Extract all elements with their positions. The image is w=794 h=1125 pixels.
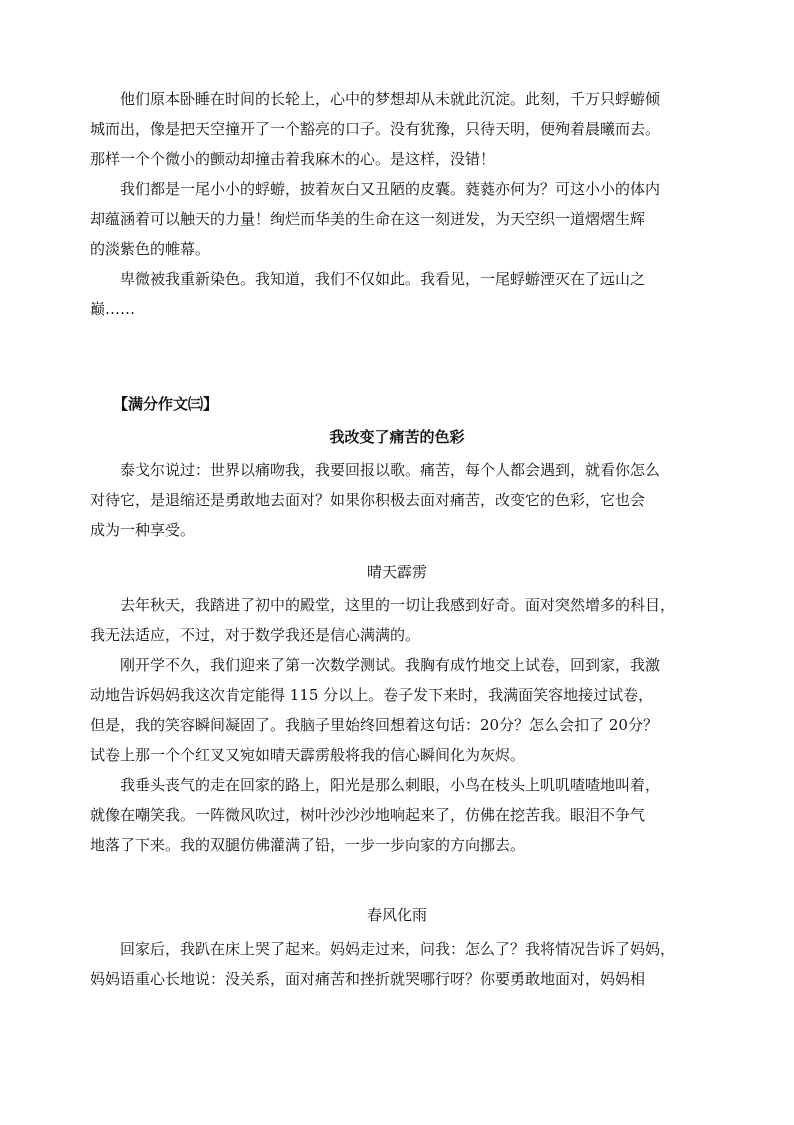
text-line: 试卷上那一个个红叉又宛如晴天霹雳般将我的信心瞬间化为灰烬。 bbox=[90, 746, 526, 764]
text-line: 动地告诉妈妈我这次肯定能得 115 分以上。卷子发下来时，我满面笑容地接过试卷， bbox=[90, 686, 654, 704]
paragraph bbox=[90, 84, 680, 174]
text-line: 他们原本卧睡在时间的长轮上，心中的梦想却从未就此沉淀。此刻，千万只蜉蝣倾 bbox=[120, 90, 661, 108]
paragraph bbox=[90, 174, 680, 264]
text-line: 我垂头丧气的走在回家的路上，阳光是那么刺眼，小鸟在枝头上叽叽喳喳地叫着， bbox=[120, 776, 661, 794]
paragraph bbox=[90, 650, 680, 770]
text-line: 回家后，我趴在床上哭了起来。妈妈走过来，问我：怎么了？我将情况告诉了妈妈， bbox=[120, 940, 676, 958]
text-line: 就像在嘲笑我。一阵微风吹过，树叶沙沙沙地响起来了，仿佛在挖苦我。眼泪不争气 bbox=[90, 806, 646, 824]
text-line: 城而出，像是把天空撞开了一个豁亮的口子。没有犹豫，只待天明，便殉着晨曦而去。 bbox=[90, 120, 661, 138]
paragraph bbox=[90, 264, 680, 324]
paragraph bbox=[90, 770, 680, 860]
text-line: 我无法适应，不过，对于数学我还是信心满满的。 bbox=[90, 626, 421, 644]
text-line: 那样一个个微小的颤动却撞击着我麻木的心。是这样，没错！ bbox=[90, 150, 496, 168]
text-line: 地落了下来。我的双腿仿佛灌满了铅，一步一步向家的方向挪去。 bbox=[90, 836, 526, 854]
text-line: 对待它，是退缩还是勇敢地去面对？如果你积极去面对痛苦，改变它的色彩，它也会 bbox=[90, 491, 646, 509]
text-line: 去年秋天，我踏进了初中的殿堂，这里的一切让我感到好奇。面对突然增多的科目， bbox=[120, 596, 676, 614]
paragraph bbox=[90, 590, 680, 650]
text-line: 卑微被我重新染色。我知道，我们不仅如此。我看见，一尾蜉蝣湮灭在了远山之 bbox=[120, 270, 646, 288]
paragraph bbox=[90, 934, 680, 994]
essay-title: 我改变了痛苦的色彩 bbox=[329, 428, 465, 446]
text-line: 泰戈尔说过：世界以痛吻我，我要回报以歌。痛苦，每个人都会遇到，就看你怎么 bbox=[120, 461, 661, 479]
subheading: 晴天霹雳 bbox=[366, 563, 427, 581]
text-line: 但是，我的笑容瞬间凝固了。我脑子里始终回想着这句话：20分？怎么会扣了 20分？ bbox=[90, 716, 658, 734]
text-line: 成为一种享受。 bbox=[90, 521, 196, 539]
section-label: 【满分作文㈢】 bbox=[113, 395, 219, 413]
text-line: 刚开学不久，我们迎来了第一次数学测试。我胸有成竹地交上试卷，回到家，我激 bbox=[120, 656, 661, 674]
intro-paragraph bbox=[90, 455, 680, 545]
text-line: 巅…… bbox=[90, 300, 136, 318]
text-line: 我们都是一尾小小的蜉蝣，披着灰白又丑陋的皮囊。蕤蕤亦何为？可这小小的体内 bbox=[120, 180, 661, 198]
subheading: 春风化雨 bbox=[366, 906, 427, 924]
text-line: 妈妈语重心长地说：没关系，面对痛苦和挫折就哭哪行呀？你要勇敢地面对，妈妈相 bbox=[90, 970, 646, 988]
text-line: 的淡紫色的帷幕。 bbox=[90, 240, 211, 258]
text-line: 却蕴涵着可以触天的力量！绚烂而华美的生命在这一刻迸发，为天空织一道熠熠生辉 bbox=[90, 210, 646, 228]
